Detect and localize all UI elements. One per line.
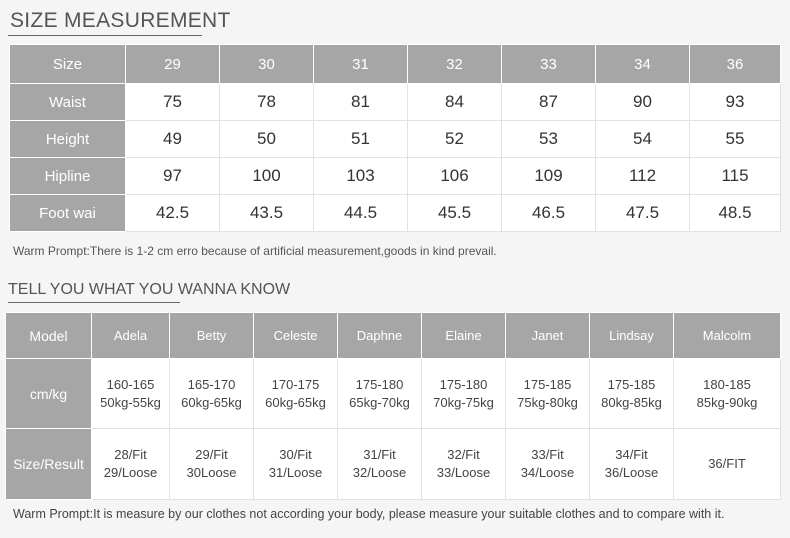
table-cell: 109 (502, 158, 596, 195)
height-weight-cell (674, 359, 781, 429)
table-cell: 43.5 (220, 195, 314, 232)
cell-line: 36/FIT (708, 456, 746, 471)
size-result-cell (590, 429, 674, 500)
table-row (6, 313, 781, 359)
size-header-cell: 29 (126, 45, 220, 84)
table-cell: 75 (126, 84, 220, 121)
cell-line: 34/Fit (615, 447, 648, 462)
table-cell: 84 (408, 84, 502, 121)
table-cell: 45.5 (408, 195, 502, 232)
model-fit-table (5, 312, 781, 500)
table-row (10, 195, 781, 232)
table-cell: 90 (596, 84, 690, 121)
table-row (6, 359, 781, 429)
cell-line: 31/Fit (363, 447, 396, 462)
table-cell: 54 (596, 121, 690, 158)
title-underline (8, 35, 202, 36)
cell-line: 34/Loose (520, 465, 575, 480)
row-header: cm/kg (6, 359, 92, 429)
model-name-cell: Janet (506, 313, 590, 359)
cell-line: 29/Loose (103, 465, 158, 480)
table-cell: 51 (314, 121, 408, 158)
row-header: Hipline (10, 158, 126, 195)
model-name-cell: Lindsay (590, 313, 674, 359)
height-weight-cell (422, 359, 506, 429)
table-row (10, 121, 781, 158)
model-name-cell: Celeste (254, 313, 338, 359)
table-cell: 42.5 (126, 195, 220, 232)
row-header: Model (6, 313, 92, 359)
size-header-cell: 34 (596, 45, 690, 84)
cell-line: 75kg-80kg (517, 394, 578, 410)
warm-prompt-fit: Warm Prompt:It is measure by our clothes not according your body, please measure your suitable clothes and to compare with it. (13, 507, 725, 521)
row-header: Size (10, 45, 126, 84)
warm-prompt-measurement: Warm Prompt:There is 1-2 cm erro because of artificial measurement,goods in kind prevail. (13, 244, 497, 258)
model-name-cell: Adela (92, 313, 170, 359)
table-cell: 106 (408, 158, 502, 195)
know-section-title: TELL YOU WHAT YOU WANNA KNOW (8, 281, 291, 298)
cell-line: 32/Loose (352, 465, 407, 480)
height-weight-cell (590, 359, 674, 429)
table-cell: 48.5 (690, 195, 781, 232)
size-measurement-title: SIZE MEASUREMENT (10, 9, 231, 32)
table-cell: 87 (502, 84, 596, 121)
table-cell: 115 (690, 158, 781, 195)
size-header-cell: 33 (502, 45, 596, 84)
row-header: Size/Result (6, 429, 92, 500)
cell-line: 33/Loose (436, 465, 491, 480)
size-result-cell (254, 429, 338, 500)
model-name-cell: Daphne (338, 313, 422, 359)
cell-line: 36/Loose (604, 465, 659, 480)
cell-line: 80kg-85kg (601, 394, 662, 410)
height-weight-cell (170, 359, 254, 429)
table-cell: 46.5 (502, 195, 596, 232)
table-row (6, 429, 781, 500)
table-cell: 112 (596, 158, 690, 195)
table-row (10, 45, 781, 84)
table-cell: 50 (220, 121, 314, 158)
table-cell: 49 (126, 121, 220, 158)
size-header-cell: 31 (314, 45, 408, 84)
cell-line: 70kg-75kg (433, 394, 494, 410)
title-underline (8, 302, 180, 303)
cell-line: 175-180 (355, 376, 404, 392)
cell-line: 60kg-65kg (265, 394, 326, 410)
cell-line: 32/Fit (447, 447, 480, 462)
size-result-cell (506, 429, 590, 500)
cell-line: 50kg-55kg (100, 394, 161, 410)
size-header-cell: 36 (690, 45, 781, 84)
table-row (10, 158, 781, 195)
cell-line: 33/Fit (531, 447, 564, 462)
size-result-cell (422, 429, 506, 500)
cell-line: 85kg-90kg (696, 394, 758, 410)
table-cell: 47.5 (596, 195, 690, 232)
cell-line: 175-180 (439, 376, 488, 392)
height-weight-cell (338, 359, 422, 429)
table-cell: 52 (408, 121, 502, 158)
model-name-cell: Malcolm (674, 313, 781, 359)
cell-line: 30/Fit (279, 447, 312, 462)
size-result-cell (338, 429, 422, 500)
table-cell: 93 (690, 84, 781, 121)
table-cell: 55 (690, 121, 781, 158)
size-header-cell: 30 (220, 45, 314, 84)
height-weight-cell (506, 359, 590, 429)
cell-line: 65kg-70kg (349, 394, 410, 410)
table-cell: 53 (502, 121, 596, 158)
table-cell: 97 (126, 158, 220, 195)
table-cell: 81 (314, 84, 408, 121)
height-weight-cell (92, 359, 170, 429)
cell-line: 60kg-65kg (181, 394, 242, 410)
cell-line: 170-175 (271, 376, 320, 392)
cell-line: 30Loose (186, 465, 237, 480)
table-cell: 44.5 (314, 195, 408, 232)
size-result-cell (674, 429, 781, 500)
model-name-cell: Betty (170, 313, 254, 359)
cell-line: 160-165 (106, 376, 155, 392)
table-cell: 78 (220, 84, 314, 121)
cell-line: 165-170 (187, 376, 236, 392)
table-cell: 100 (220, 158, 314, 195)
size-measurement-table (9, 44, 781, 232)
row-header: Height (10, 121, 126, 158)
cell-line: 29/Fit (195, 447, 228, 462)
cell-line: 31/Loose (268, 465, 323, 480)
cell-line: 28/Fit (114, 447, 147, 462)
size-result-cell (170, 429, 254, 500)
cell-line: 180-185 (703, 376, 751, 392)
table-row (10, 84, 781, 121)
cell-line: 175-185 (607, 376, 656, 392)
size-header-cell: 32 (408, 45, 502, 84)
height-weight-cell (254, 359, 338, 429)
row-header: Waist (10, 84, 126, 121)
cell-line: 175-185 (523, 376, 572, 392)
row-header: Foot wai (10, 195, 126, 232)
size-result-cell (92, 429, 170, 500)
model-name-cell: Elaine (422, 313, 506, 359)
table-cell: 103 (314, 158, 408, 195)
